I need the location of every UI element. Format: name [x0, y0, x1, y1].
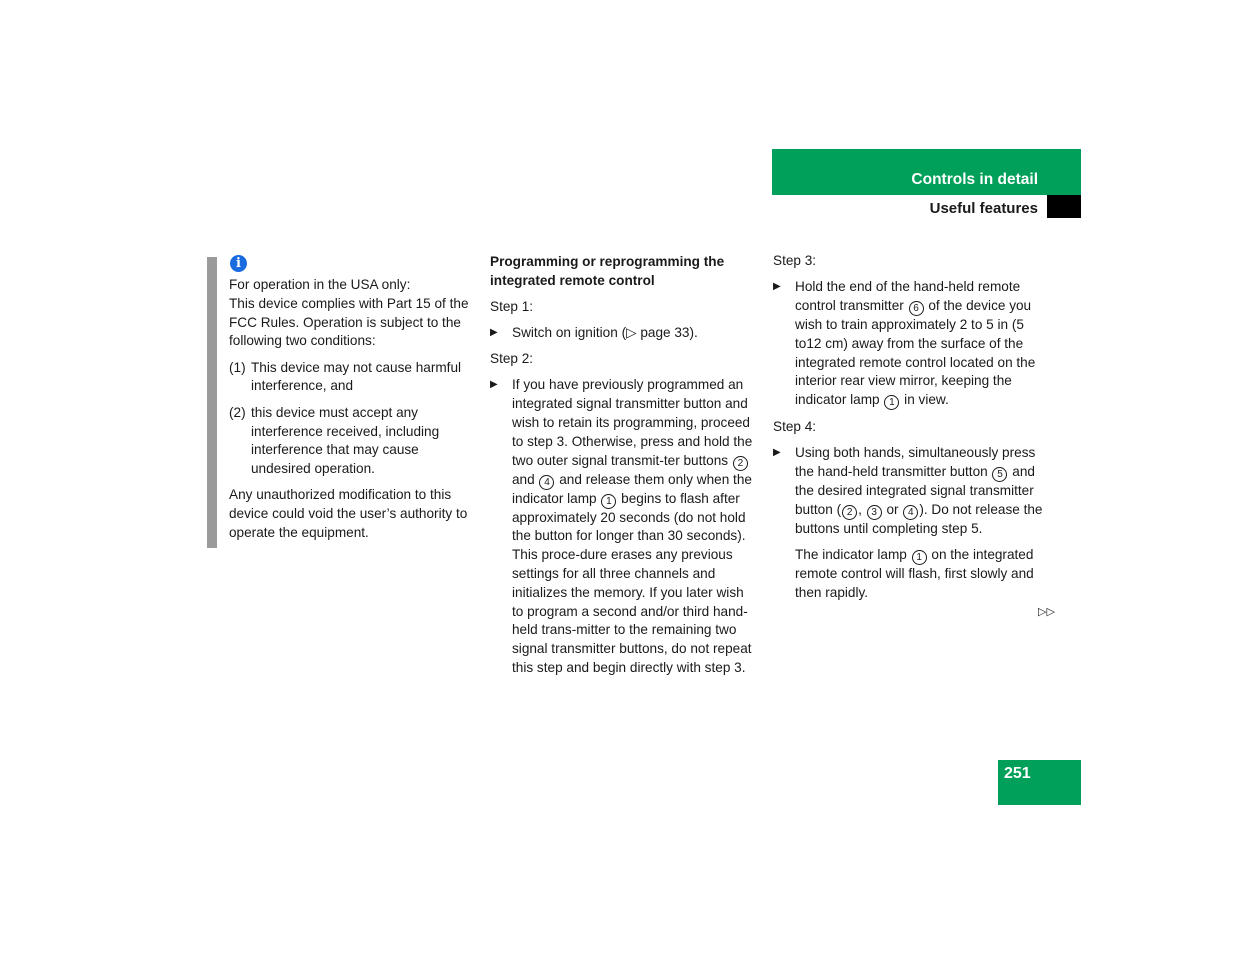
step-label: Step 2: [490, 351, 534, 367]
callout-number: 4 [903, 505, 918, 520]
steps-column [773, 252, 1043, 610]
info-closing: Any unauthorized modification to this device could void the user’s authority to operate the equipment. [229, 487, 468, 541]
callout-number: 2 [733, 456, 748, 471]
list-item-text: This device may not cause harmful interference, and [251, 359, 462, 394]
callout-number: 1 [912, 550, 927, 565]
step-bullet: ▶ Switch on ignition (▷ page 33). [490, 324, 758, 343]
callout-number: 3 [867, 505, 882, 520]
section-title: Controls in detail [911, 171, 1038, 188]
callout-number: 2 [842, 505, 857, 520]
section-header-bar [772, 149, 1081, 195]
callout-number: 6 [909, 301, 924, 316]
callout-number: 1 [601, 494, 616, 509]
info-icon: i [230, 255, 247, 272]
step-label: Step 3: [773, 253, 817, 268]
subsection-title: Useful features [929, 200, 1038, 217]
step-bullet: ▶ Using both hands, simultaneously press the hand-held transmitter button 5 and the desired integrated signal transmitter button ( 2 , 3 or 4 ). Do not release the buttons until completing step 5. [773, 445, 1043, 536]
callout-number: 4 [539, 475, 554, 490]
info-text [229, 276, 474, 351]
callout-number: 5 [992, 467, 1007, 482]
continued-arrow-icon: ▷▷ [1038, 606, 1055, 618]
header-tab-marker [1047, 195, 1081, 218]
info-intro-line1: For operation in the USA only: [229, 277, 411, 292]
list-item-text: this device must accept any interference received, including interference that may cause undesired operation. [251, 404, 440, 477]
list-item-number: (1) [229, 359, 246, 375]
indicator-note: The indicator lamp 1 on the integrated remote control will flash, first slowly and then rapidly. [795, 546, 1034, 600]
bullet-arrow-icon: ▶ [490, 326, 498, 338]
list-item [229, 359, 474, 397]
list-item-number: (2) [229, 404, 246, 420]
list-item [229, 404, 474, 479]
bullet-arrow-icon: ▶ [490, 379, 498, 391]
page-reference-icon: ▷ [626, 324, 637, 340]
step-bullet: ▶ If you have previously programmed an integrated signal transmitter button and wish to retain its programming, proceed to step 3. Otherwise, press and hold the two outer signal transmit-ter buttons 2 and 4 and release them only when the indicator lamp 1 begins to flash after approximately 20 seconds (do not hold the button for longer than 30 seconds). This proce-dure erases any previous settings for all three channels and initializes the memory. If you later wish to program a second and/or third hand-held trans-mitter to the remaining two signal transmitter buttons, do not repeat this step and begin directly with step 3. [490, 377, 753, 676]
callout-number: 1 [884, 395, 899, 410]
info-intro-line2: This device complies with Part 15 of the FCC Rules. Operation is subject to the following two conditions: [229, 295, 469, 349]
bullet-arrow-icon: ▶ [773, 447, 781, 459]
info-box [229, 252, 474, 550]
step-bullet: ▶ Hold the end of the hand-held remote control transmitter 6 of the device you wish to train approximately 2 to 5 in (5 to12 cm) away from the surface of the integrated remote control located on the interior rear view mirror, keeping the indicator lamp 1 in view. [773, 279, 1036, 409]
step-label: Step 4: [773, 418, 817, 434]
step-label: Step 1: [490, 298, 534, 314]
bullet-arrow-icon: ▶ [773, 281, 781, 293]
info-box-bar [207, 257, 217, 548]
page-number-box [998, 760, 1081, 805]
section-heading: Programming or reprogramming the integrated remote control [490, 254, 725, 288]
programming-column [490, 252, 758, 685]
page-number: 251 [1004, 765, 1031, 782]
